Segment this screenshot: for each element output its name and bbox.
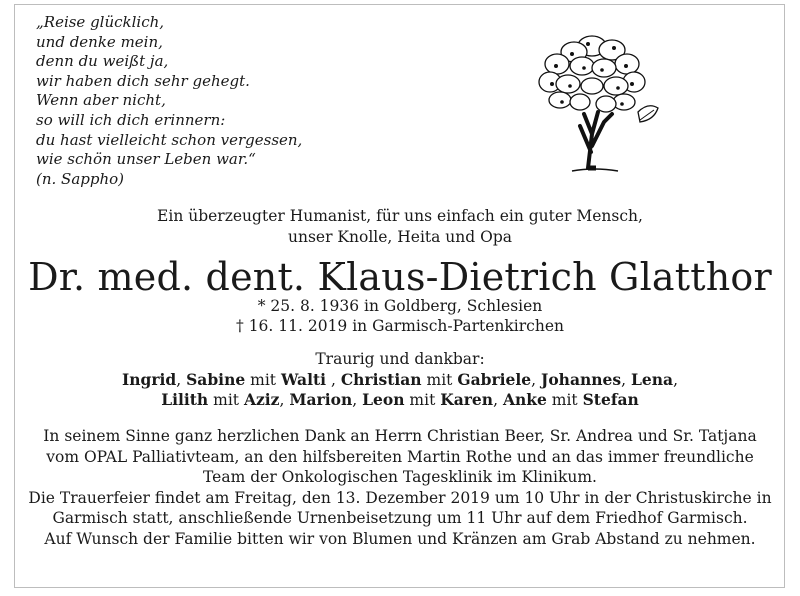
mourner-name: Marion bbox=[289, 390, 353, 409]
mourner-name: Sabine bbox=[186, 369, 246, 389]
falling-leaf-icon bbox=[638, 106, 658, 122]
poem-line: wir haben dich sehr gehegt. bbox=[36, 71, 250, 90]
text-line: In seinem Sinne ganz herzlichen Dank an Herrn Christian Beer, Sr. Andrea und Sr. Tatjana bbox=[43, 427, 757, 445]
mourners-heading: Traurig und dankbar: bbox=[315, 350, 485, 368]
life-dates bbox=[0, 296, 800, 336]
mourner-name: Lena bbox=[631, 369, 674, 389]
deceased-name: Dr. med. dent. Klaus-Dietrich Glatthor bbox=[28, 255, 772, 299]
mourners-line: Ingrid, Sabine mit Walti , Christian mit Gabriele, Johannes, Lena, bbox=[121, 369, 679, 389]
mourner-name: Walti bbox=[280, 369, 327, 389]
mourner-name: Leon bbox=[362, 390, 405, 409]
mourner-name: Ingrid bbox=[121, 369, 177, 389]
intro-line: unser Knolle, Heita und Opa bbox=[288, 228, 512, 246]
mourner-name: Johannes bbox=[541, 369, 622, 389]
poem-line: du hast vielleicht schon vergessen, bbox=[36, 130, 303, 149]
mourner-name: Anke bbox=[502, 390, 547, 409]
thanks-and-funeral-text bbox=[0, 426, 800, 550]
text-line: Team der Onkologischen Tagesklinik im Klinikum. bbox=[203, 468, 597, 487]
text-line: Die Trauerfeier findet am Freitag, den 13. Dezember 2019 um 10 Uhr in der Christuskirche in bbox=[28, 488, 772, 507]
mourners-section bbox=[0, 349, 800, 411]
mourners-line: Lilith mit Aziz, Marion, Leon mit Karen, Anke mit Stefan bbox=[161, 390, 639, 409]
intro-text bbox=[0, 206, 800, 248]
poem-line: Wenn aber nicht, bbox=[36, 91, 166, 110]
poem-line: denn du weißt ja, bbox=[36, 52, 169, 71]
poem-quote bbox=[36, 13, 302, 189]
text-line: Garmisch statt, anschließende Urnenbeisetzung um 11 Uhr auf dem Friedhof Garmisch. bbox=[52, 509, 748, 528]
text-line: vom OPAL Palliativteam, an den hilfsbereiten Martin Rothe und an das immer freundliche bbox=[46, 447, 754, 466]
poem-line: wie schön unser Leben war.“ bbox=[36, 150, 256, 169]
poem-line: so will ich dich erinnern: bbox=[36, 110, 226, 129]
mourner-name: Gabriele bbox=[457, 369, 532, 389]
intro-line: Ein überzeugter Humanist, für uns einfach ein guter Mensch, bbox=[157, 207, 643, 225]
birth-date: * 25. 8. 1936 in Goldberg, Schlesien bbox=[257, 297, 543, 315]
mourner-name: Christian bbox=[340, 369, 422, 389]
mourner-name: Karen bbox=[440, 390, 494, 409]
mourner-name: Stefan bbox=[582, 390, 639, 409]
mourner-name: Aziz bbox=[243, 390, 280, 409]
mourner-name: Lilith bbox=[161, 390, 209, 409]
text-line: Auf Wunsch der Familie bitten wir von Blumen und Kränzen am Grab Abstand zu nehmen. bbox=[44, 529, 756, 548]
poem-line: und denke mein, bbox=[36, 32, 163, 51]
death-date: † 16. 11. 2019 in Garmisch-Partenkirchen bbox=[236, 317, 564, 335]
tree-illustration-icon bbox=[522, 26, 667, 176]
poem-line: „Reise glücklich, bbox=[36, 13, 165, 31]
poem-attribution: (n. Sappho) bbox=[36, 169, 125, 188]
